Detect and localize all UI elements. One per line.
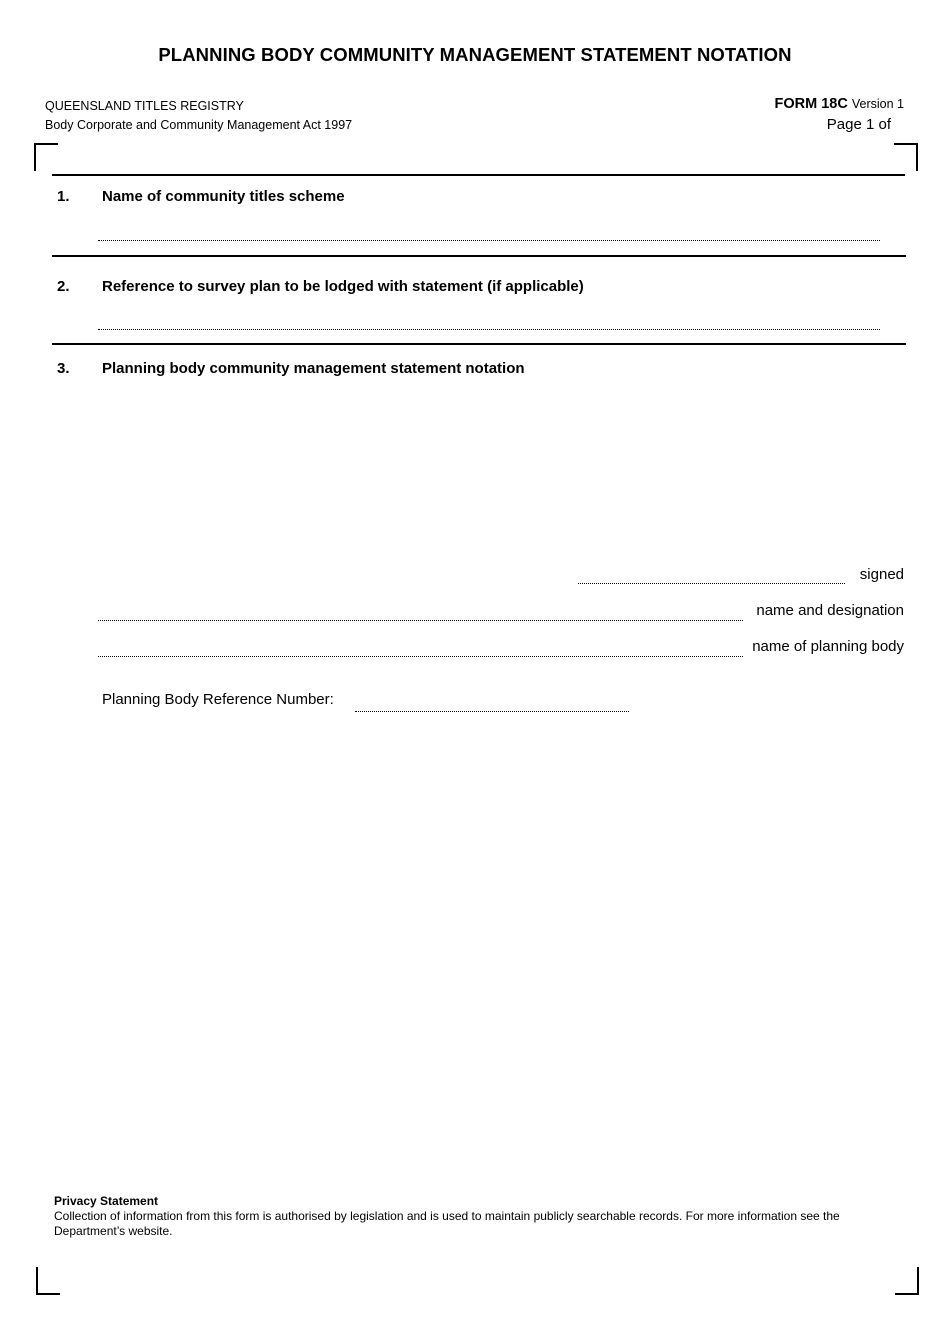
name-designation-label: name and designation	[756, 602, 904, 619]
act-name: Body Corporate and Community Management Act 1997	[45, 118, 353, 132]
section-2-number: 2.	[57, 278, 70, 295]
section-1-title: Name of community titles scheme	[102, 188, 345, 205]
reference-number-label: Planning Body Reference Number:	[102, 691, 334, 708]
section-1-divider	[52, 174, 905, 176]
corner-mark-top-left	[34, 143, 58, 171]
form-version: Version 1	[851, 97, 904, 111]
section-2-title: Reference to survey plan to be lodged with statement (if applicable)	[102, 278, 584, 295]
corner-mark-bottom-right	[895, 1267, 919, 1295]
planning-body-label: name of planning body	[752, 638, 904, 655]
section-3-divider	[52, 343, 906, 345]
registry-name: QUEENSLAND TITLES REGISTRY	[45, 99, 244, 113]
survey-plan-reference-field[interactable]	[98, 329, 880, 330]
corner-mark-bottom-left	[36, 1267, 60, 1295]
section-1-number: 1.	[57, 188, 70, 205]
signed-label: signed	[859, 566, 904, 583]
name-designation-field[interactable]	[98, 620, 743, 621]
form-identifier	[775, 96, 904, 112]
section-3-number: 3.	[57, 360, 70, 377]
corner-mark-top-right	[894, 143, 918, 171]
privacy-title: Privacy Statement	[54, 1194, 159, 1208]
page-number: Page 1 of	[826, 116, 891, 133]
form-title: PLANNING BODY COMMUNITY MANAGEMENT STATEMENT NOTATION	[158, 44, 792, 65]
form-number: FORM 18C	[774, 96, 848, 112]
planning-body-name-field[interactable]	[98, 656, 743, 657]
scheme-name-field[interactable]	[98, 240, 880, 241]
section-3-title: Planning body community management statement notation	[102, 360, 525, 377]
section-2-divider	[52, 255, 906, 257]
signature-field[interactable]	[578, 583, 845, 584]
privacy-text: Collection of information from this form is authorised by legislation and is used to maintain publicly searchable records. For more information see the Department’s website.	[54, 1209, 840, 1238]
reference-number-field[interactable]	[355, 711, 629, 712]
